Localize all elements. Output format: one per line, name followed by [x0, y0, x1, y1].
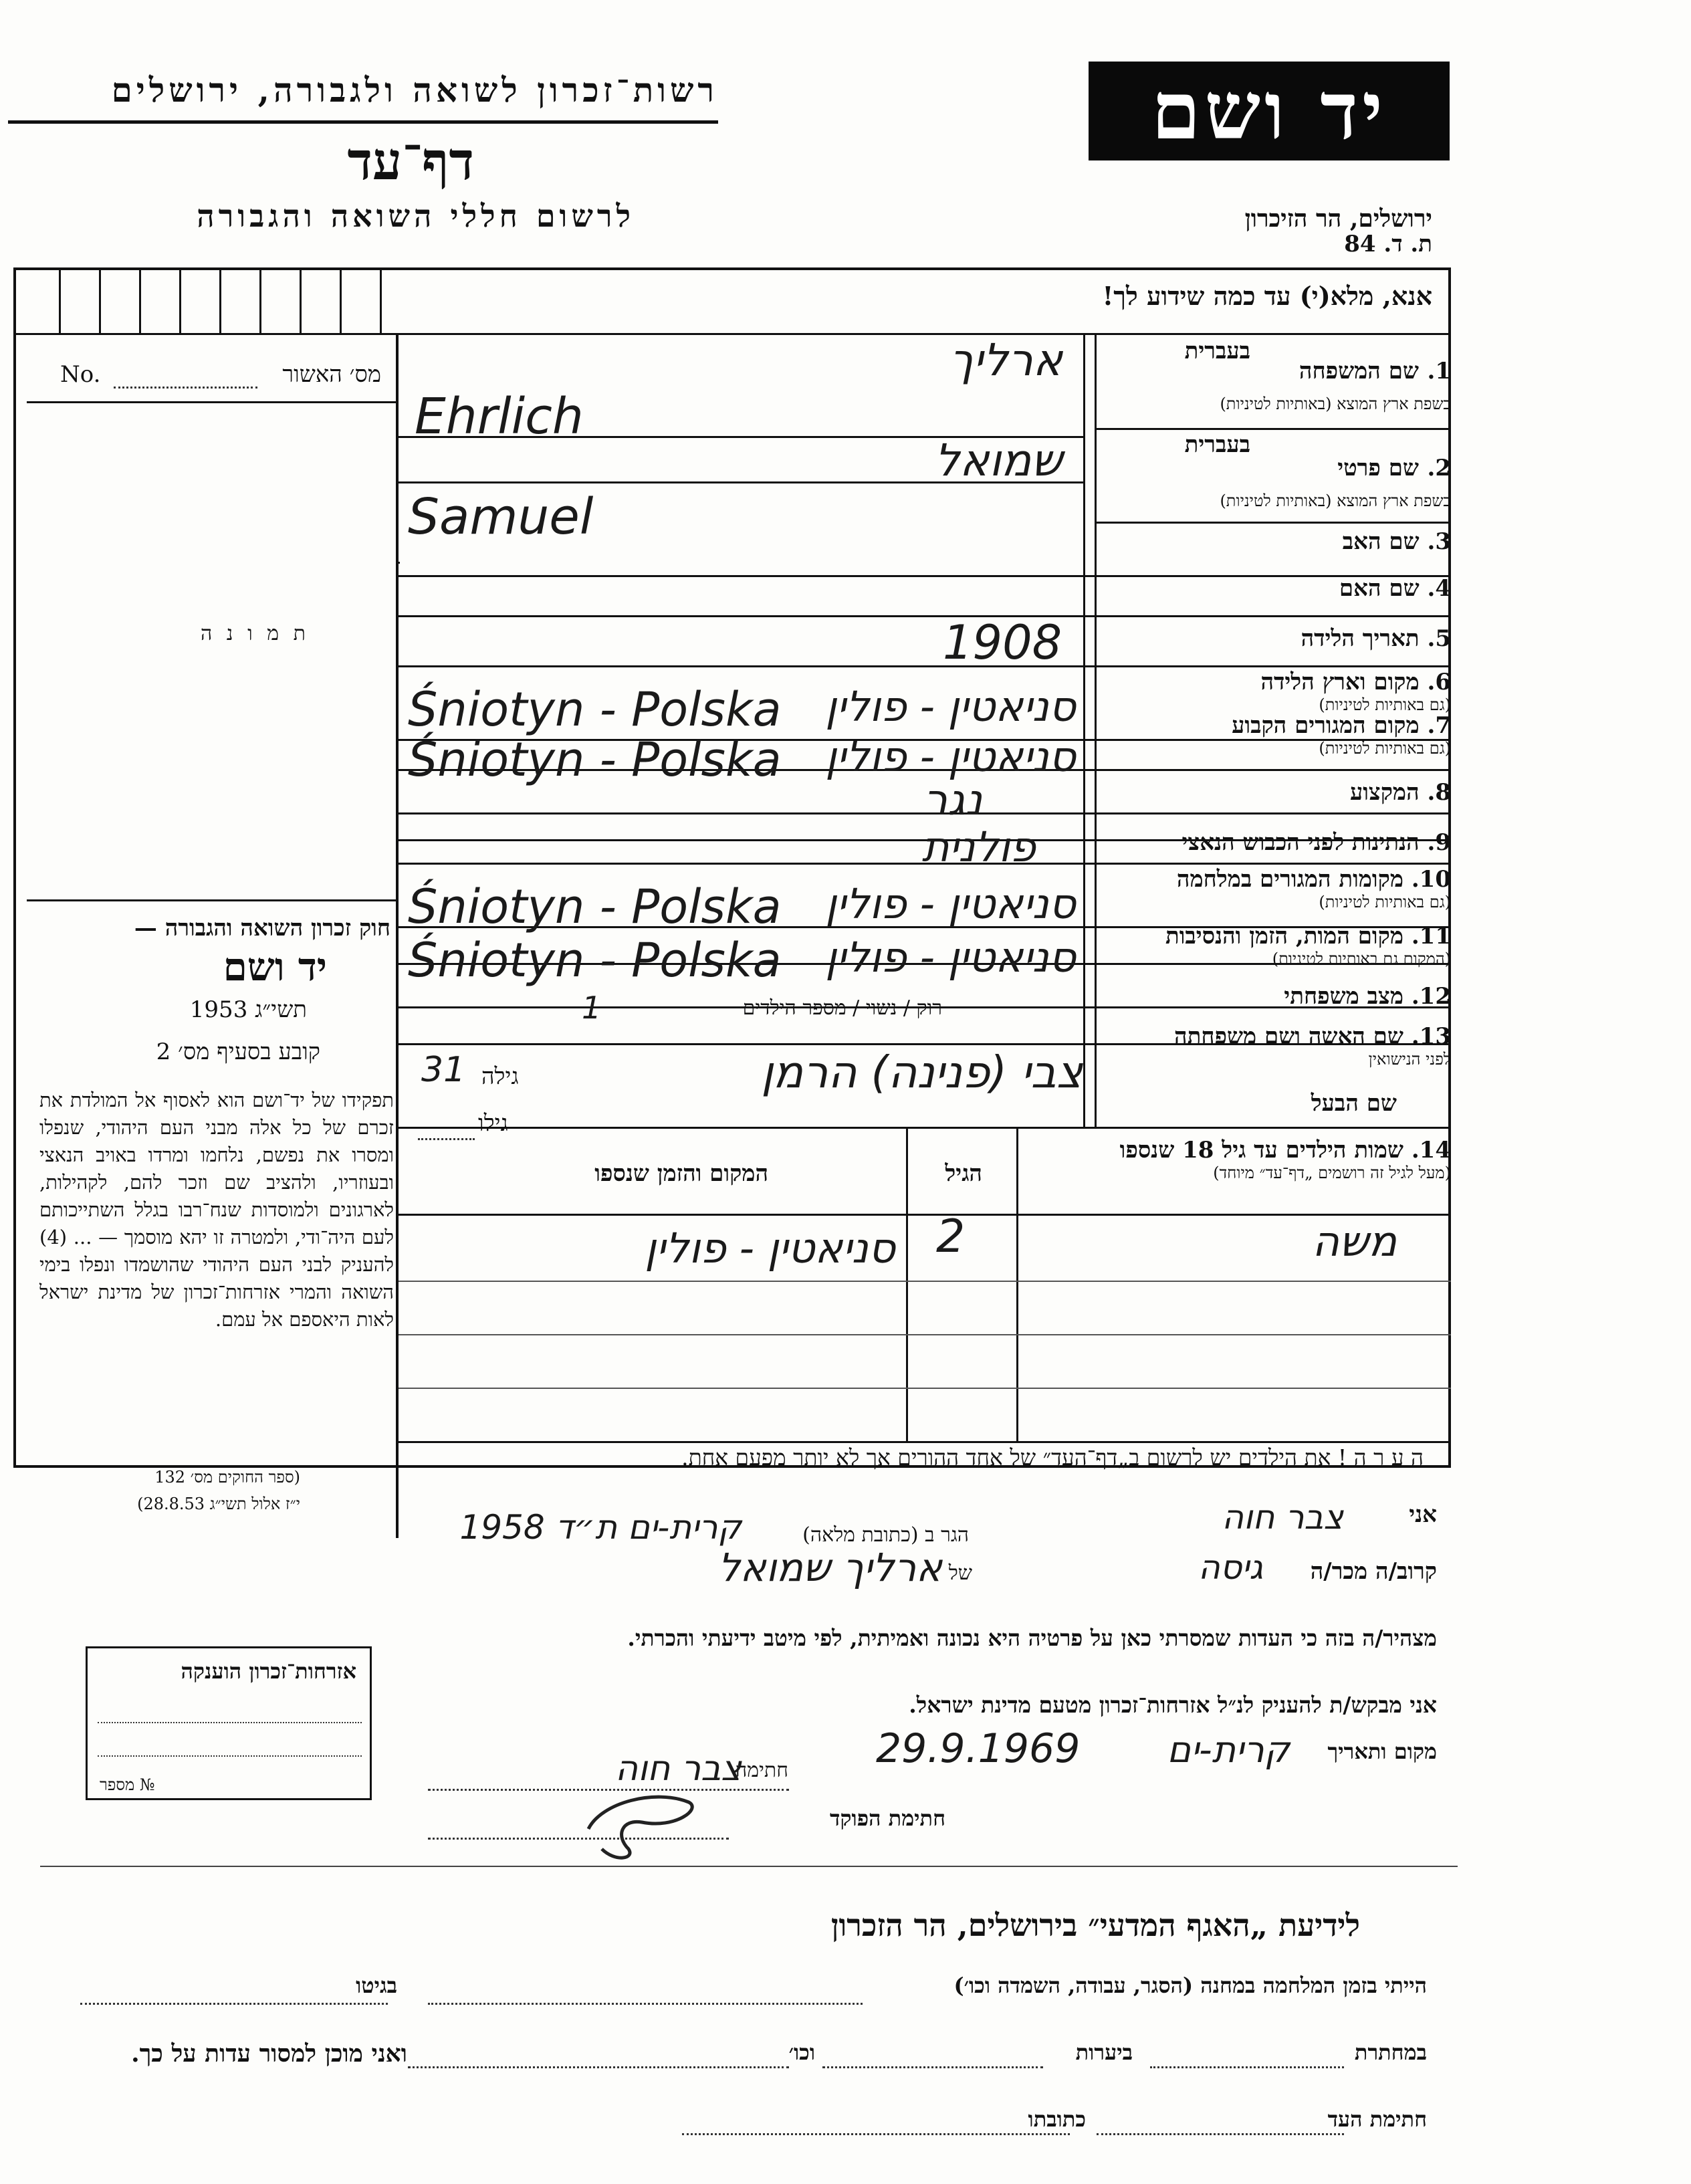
decl-request: אני מבקש/ת להעניק לנ״ל אזרחות־זכרון מטעם מדינת ישראל.: [909, 1692, 1437, 1718]
decl-relation-value: גיסה: [1198, 1548, 1263, 1587]
child-place: סניאטין - פולין: [645, 1224, 895, 1273]
children-col-age: הגיל: [945, 1160, 982, 1187]
profession-value: נגר: [923, 776, 982, 825]
wife-age-label: גילה: [481, 1063, 519, 1090]
wartime-residence-latin: Śniotyn - Polska: [408, 879, 782, 934]
field-mother-name: 4. שם האם: [1339, 575, 1451, 602]
declarant-name: צבר חוה: [1222, 1498, 1343, 1537]
info-forests-line: [822, 2066, 1043, 2068]
wife-name-value: צבי (פנינה) הרמן: [761, 1047, 1083, 1098]
decl-signature-value: צבר חוה: [615, 1749, 742, 1789]
field-first-name: 2. שם פרטי בעברית בשפת ארץ המוצא (באותיות לטיניות): [1184, 431, 1451, 510]
citizenship-box-number: מספר №: [100, 1775, 155, 1794]
officer-signature-scribble: [575, 1775, 709, 1869]
officer-signature-label: חתימת הפוקד: [830, 1806, 945, 1831]
law-name: יד ושם: [223, 944, 327, 990]
field-marital-status: 12. מצב משפחתי: [1284, 983, 1451, 1010]
info-underground: במחתרת: [1354, 2040, 1427, 2065]
decl-of-label: של: [948, 1561, 972, 1585]
form-title: דף־עד: [347, 131, 474, 192]
address: ירושלים, הר הזיכרון: [1244, 205, 1432, 233]
wife-age-value: 31: [421, 1050, 466, 1090]
info-address-line: [682, 2133, 1070, 2135]
children-table-bottom: [399, 1441, 1451, 1443]
law-year: תשי״ג 1953: [189, 996, 307, 1023]
children-header: 14. שמות הילדים עד גיל 18 שנספו (מעל לגיל זה רושמים „דף־עד״ מיוחד): [1119, 1137, 1451, 1182]
field-birth-date: 5. תאריך הלידה: [1301, 625, 1451, 652]
approval-boxes: [27, 270, 388, 333]
children-col-place: המקום והזמן שנספו: [594, 1160, 768, 1187]
law-text: תפקידו של יד־ושם הוא לאסוף אל המולדת את זכרם של כל אלה מבני העם היהודי, שנפלו ומסרו את נפשם, נלחמו ומרדו באויב הנאצי ובעוזריו, ולהציב שם וזכר להם, לקהילות, לארגונים ולמוסדות שנח־רבו בגלל השתייכותם לעם היה־ודי, ולמטרה זו יהא מוסמך — ... (4) להעניק לבני העם היהודי שהושמדו ונפלו בימי השואה והמרי אזרחות־זכרון של מדינת ישראל לאות היאספם אל עמם.: [39, 1089, 394, 1331]
field-family-name: 1. שם המשפחה בעברית בשפת ארץ המוצא (באותיות לטיניות): [1184, 338, 1451, 413]
info-forests: ביערות: [1075, 2040, 1133, 2065]
declarant-address: קרית-ים ת״ד 1958: [459, 1508, 742, 1547]
family-name-hebrew: ארליך: [949, 334, 1062, 386]
decl-statement: מצהיר/ה בזה כי העדות שמסרתי כאן על פרטיה היא נכונה ואמיתית, לפי מיטב ידיעתי והכרתי.: [627, 1625, 1437, 1651]
approval-no: No.: [60, 361, 101, 388]
law-clause: קובע בסעיף מס׳ 2: [156, 1039, 320, 1065]
approval-label: מס׳ האשור: [282, 361, 381, 388]
decl-date-value: 29.9.1969: [876, 1725, 1081, 1772]
photo-box-bottom: [27, 899, 396, 901]
info-line1: הייתי בזמן המלחמה במחנה (הסגר, עבודה, השמדה וכו׳): [953, 1973, 1427, 1998]
info-address: כתובתו: [1028, 2106, 1086, 2132]
child-name: משה: [1312, 1217, 1397, 1266]
info-separator: [40, 1866, 1458, 1867]
field-birth-place: 6. מקום וארץ הלידה (גם באותיות לטיניות): [1260, 669, 1451, 714]
first-name-latin: Samuel: [408, 488, 594, 546]
decl-place-date-label: מקום ותאריך: [1327, 1739, 1437, 1764]
top-strip-divider: [13, 333, 1451, 335]
field-residence: 7. מקום המגורים הקבוע (גם באותיות לטיניות): [1232, 712, 1451, 758]
po-box: ת. ד. 84: [1344, 231, 1432, 257]
citizenship-box: [86, 1646, 372, 1800]
authority-name: רשות־זכרון לשואה ולגבורה, ירושלים: [111, 70, 718, 110]
approval-field: [27, 361, 388, 395]
birth-place-hebrew: סניאטין - פולין: [825, 682, 1076, 731]
nationality-value: פולנית: [921, 823, 1036, 871]
law-ref-1: (ספר החוקים מס׳ 132: [154, 1468, 300, 1487]
field-death-place: 11. מקום המות, הזמן והנסיבות (המקום גם באותיות לטיניות): [1165, 923, 1451, 968]
birth-place-latin: Śniotyn - Polska: [408, 682, 782, 737]
residence-hebrew: סניאטין - פולין: [825, 732, 1076, 781]
residence-latin: Śniotyn - Polska: [408, 732, 782, 787]
citizenship-box-title: אזרחות־זכרון הוענקה: [181, 1658, 356, 1684]
field-husband-name: שם הבעל: [1311, 1090, 1397, 1117]
photo-label: ת מ ו נ ה: [201, 622, 310, 645]
children-count: 1: [582, 990, 602, 1026]
family-name-latin: Ehrlich: [415, 388, 584, 445]
field-profession: 8. המקצוע: [1349, 779, 1451, 806]
law-title: חוק זכרון השואה והגבורה —: [134, 915, 390, 942]
children-table-header-line: [399, 1214, 1451, 1216]
birth-date-value: 1908: [943, 615, 1062, 670]
info-witness-sig: חתימת העד: [1327, 2106, 1427, 2132]
info-witness-sig-line: [1097, 2133, 1344, 2135]
left-column-divider: [396, 334, 399, 1538]
field-wife-name: 13. שם האשה ושם משפחתה לפני הנישואין: [1174, 1023, 1451, 1069]
children-note: ה ע ר ה ! את הילדים יש לרשום ב„דף־העד״ של אחד ההורים אך לא יותר מפעם אחת.: [681, 1444, 1424, 1470]
form-subtitle: לרשום חללי השואה והגבורה: [197, 198, 635, 234]
field-nationality: 9. הנתינות לפני הכבוש הנאצי: [1181, 829, 1451, 856]
info-etc: וכו׳: [788, 2040, 815, 2065]
info-line1-fill: [428, 2003, 863, 2005]
info-title: לידיעת „האגף המדעי״ בירושלים, הר הזכרון: [830, 1907, 1360, 1943]
yad-vashem-logo: יד ושם: [1089, 62, 1450, 160]
info-ghetto: בגיטו: [356, 1973, 397, 1998]
decl-signature-label: חתימה: [736, 1759, 788, 1782]
husband-age-line: [418, 1138, 475, 1140]
decl-of-name: ארליך שמואל: [717, 1545, 942, 1590]
death-place-latin: Śniotyn - Polska: [408, 933, 782, 988]
instruction: אנא, מלא(י) עד כמה שידוע לך!: [1102, 281, 1432, 311]
header-underline: [8, 120, 718, 124]
field-wartime-residence: 10. מקומות המגורים במלחמה (גם באותיות לטיניות): [1176, 866, 1451, 911]
decl-relative-label: קרוב/ה מכר/ה: [1310, 1558, 1437, 1585]
info-ghetto-line: [80, 2003, 388, 2005]
first-name-hebrew: שמואל: [934, 435, 1062, 486]
decl-place-value: קרית-ים: [1167, 1729, 1290, 1771]
decl-ani: אני: [1409, 1501, 1437, 1528]
wartime-residence-hebrew: סניאטין - פולין: [825, 879, 1076, 928]
decl-resides-label: הגר ב (כתובת מלאה): [802, 1523, 969, 1547]
children-table-divider-1: [906, 1129, 908, 1443]
child-age: 2: [936, 1210, 966, 1263]
marital-status-options: רוק / נשוי / מספר הילדים: [742, 996, 942, 1020]
info-underground-line: [1150, 2066, 1344, 2068]
death-place-hebrew: סניאטין - פולין: [825, 933, 1076, 982]
field-father-name: 3. שם האב: [1342, 528, 1451, 555]
husband-age-label: גילו: [478, 1110, 508, 1137]
info-etc-line: [408, 2066, 789, 2068]
info-ready: ואני מוכן למסור עדות על כך.: [131, 2040, 407, 2068]
photo-box-top: [27, 401, 396, 403]
law-ref-2: י״ז אלול תשי״ג 28.8.53): [137, 1495, 300, 1513]
children-table-divider-2: [1016, 1129, 1018, 1443]
